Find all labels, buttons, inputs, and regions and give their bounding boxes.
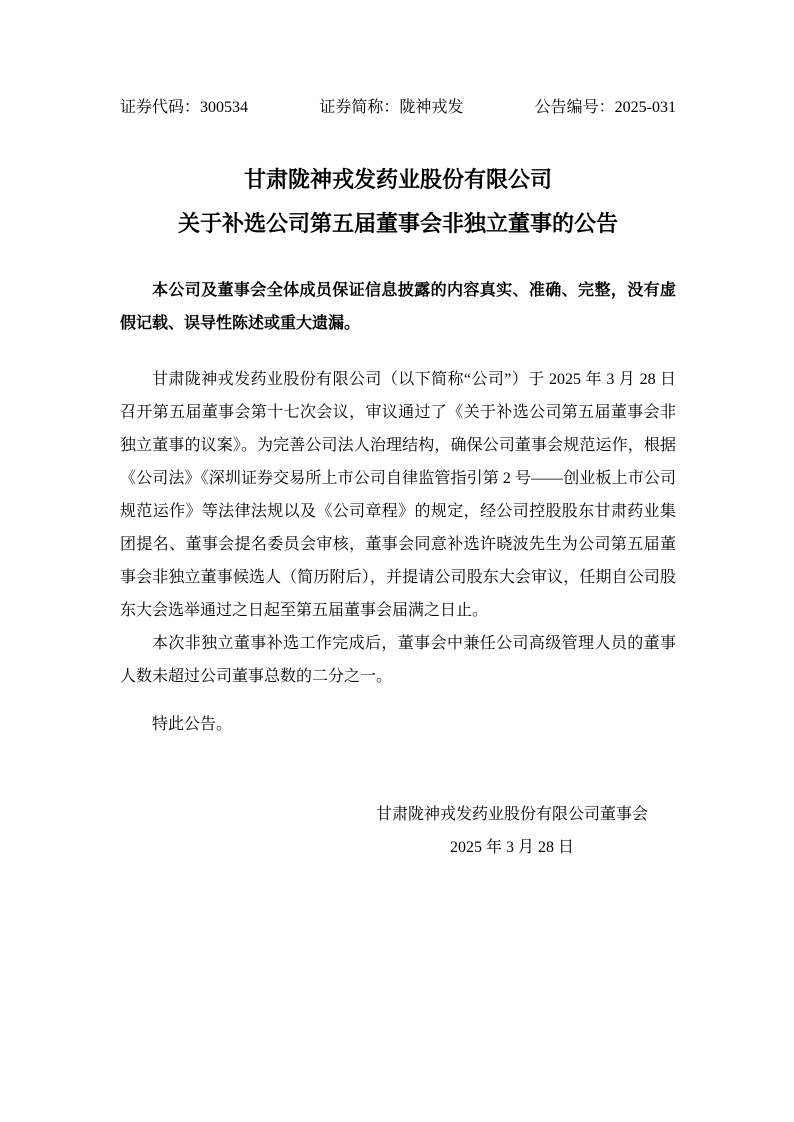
signature-date: 2025 年 3 月 28 日 bbox=[449, 839, 574, 856]
closing-statement: 特此公告。 bbox=[152, 716, 233, 733]
signature-company: 甘肃陇神戎发药业股份有限公司董事会 bbox=[375, 806, 648, 823]
stock-code bbox=[120, 97, 248, 119]
stock-short-name-value: 陇神戎发 bbox=[399, 99, 464, 116]
disclaimer-paragraph: 本公司及董事会全体成员保证信息披露的内容真实、准确、完整，没有虚假记载、误导性陈述或重大遗漏。 bbox=[120, 282, 676, 332]
stock-short-name bbox=[319, 97, 463, 119]
announcement-number-value: 2025-031 bbox=[614, 99, 676, 116]
signature-inner bbox=[376, 798, 648, 864]
announcement-title: 关于补选公司第五届董事会非独立董事的公告 bbox=[177, 211, 618, 236]
body-paragraph-2: 本次非独立董事补选工作完成后，董事会中兼任公司高级管理人员的董事人数未超过公司董事总数的二分之一。 bbox=[120, 635, 676, 685]
stock-code-label: 证券代码： bbox=[120, 99, 201, 116]
announcement-number-label: 公告编号： bbox=[534, 99, 615, 116]
announcement-number bbox=[535, 97, 676, 119]
signature-block bbox=[120, 798, 676, 864]
stock-code-value: 300534 bbox=[200, 99, 249, 116]
stock-short-name-label: 证券简称： bbox=[319, 99, 400, 116]
company-name-title: 甘肃陇神戎发药业股份有限公司 bbox=[243, 167, 552, 192]
body-paragraph-1: 甘肃陇神戎发药业股份有限公司（以下简称“公司”）于 2025 年 3 月 28 日召开第五届董事会第十七次会议，审议通过了《关于补选公司第五届董事会非独立董事的议案》。为完善公司法人治理结构，确保公司董事会规范运作，根据《公司法》《深圳证券交易所上市公司自律监管指引第 2 号——创业板上市公司规范运作》等法律法规以及《公司章程》的规定，经公司控股股东甘肃药业集团提名、董事会提名委员会审核，董事会同意补选许晓波先生为公司第五届董事会非独立董事候选人（简历附后），并提请公司股东大会审议，任期自公司股东大会选举通过之日起至第五届董事会届满之日止。 bbox=[120, 371, 676, 619]
stock-info-header bbox=[120, 97, 676, 119]
